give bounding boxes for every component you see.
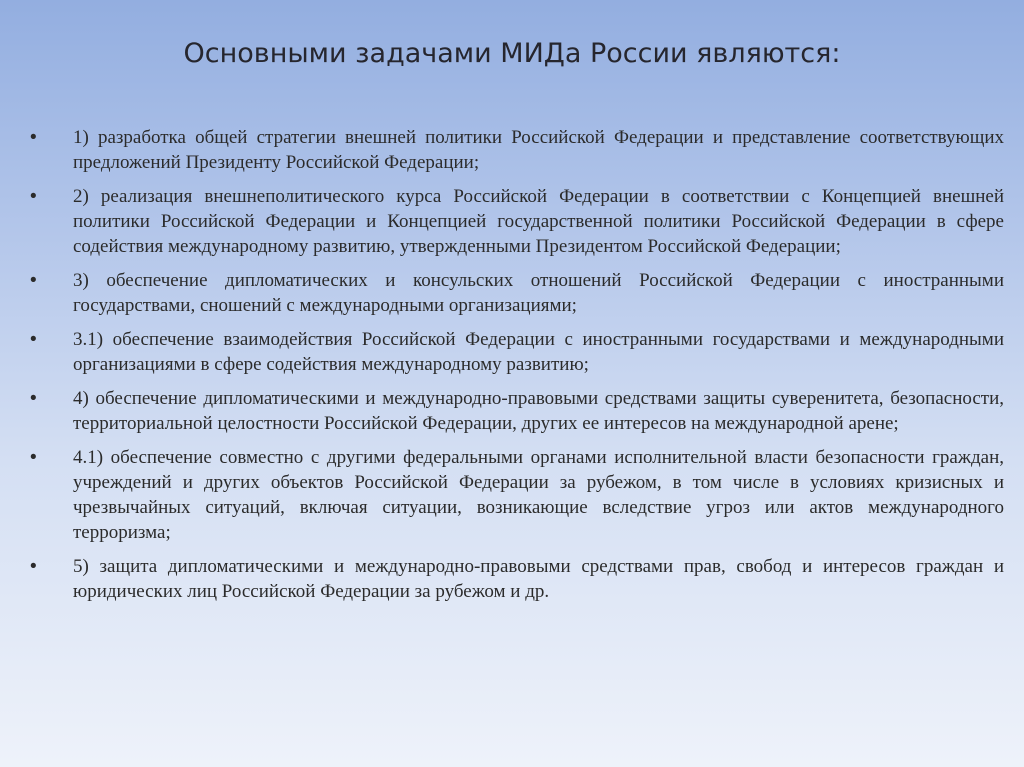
list-item <box>28 445 1004 545</box>
list-item-text: 4.1) обеспечение совместно с другими федеральными органами исполнительной власти безопасности граждан, учреждений и других объектов Российской Федерации за рубежом, в том числе в условиях кризисных и чрезвычайных ситуаций, включая ситуации, возникающие вследствие угроз или актов международного терроризма; <box>73 447 1004 543</box>
list-item <box>28 125 1004 175</box>
slide-title: Основными задачами МИДа России являются: <box>183 38 841 69</box>
list-item <box>28 268 1004 318</box>
bullet-icon: • <box>30 388 37 409</box>
list-item <box>28 184 1004 259</box>
bullet-icon: • <box>30 127 37 148</box>
bullet-icon: • <box>30 447 37 468</box>
bullet-icon: • <box>30 329 37 350</box>
list-item-text: 3) обеспечение дипломатических и консульских отношений Российской Федерации с иностранными государствами, сношений с международными организациями; <box>73 270 1004 316</box>
bullet-icon: • <box>30 186 37 207</box>
bullet-icon: • <box>30 270 37 291</box>
list-item <box>28 554 1004 604</box>
list-item-text: 5) защита дипломатическими и международно-правовыми средствами прав, свобод и интересов граждан и юридических лиц Российской Федерации за рубежом и др. <box>73 556 1004 602</box>
list-item-text: 4) обеспечение дипломатическими и международно-правовыми средствами защиты суверенитета, безопасности, территориальной целостности Российской Федерации, других ее интересов на международной арене; <box>73 388 1004 434</box>
bullet-list <box>28 125 1004 613</box>
list-item-text: 1) разработка общей стратегии внешней политики Российской Федерации и представление соответствующих предложений Президенту Российской Федерации; <box>73 127 1004 173</box>
bullet-icon: • <box>30 556 37 577</box>
list-item <box>28 327 1004 377</box>
list-item-text: 3.1) обеспечение взаимодействия Российской Федерации с иностранными государствами и международными организациями в сфере содействия международному развитию; <box>73 329 1004 375</box>
list-item <box>28 386 1004 436</box>
list-item-text: 2) реализация внешнеполитического курса Российской Федерации в соответствии с Концепцией внешней политики Российской Федерации и Концепцией государственной политики Российской Федерации в сфере содействия международному развитию, утвержденными Президентом Российской Федерации; <box>73 186 1004 257</box>
